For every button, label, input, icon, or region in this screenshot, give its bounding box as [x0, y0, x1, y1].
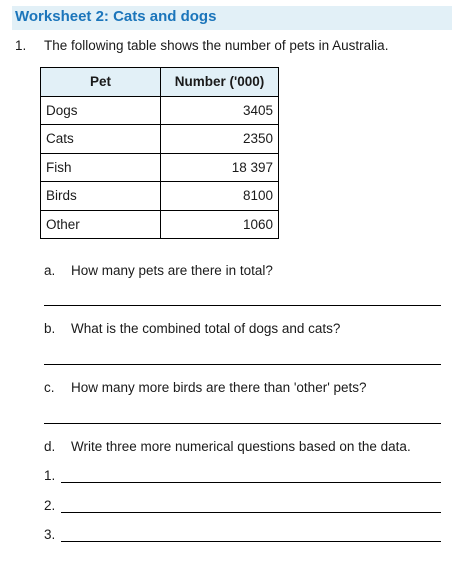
numbered-line-label-1: 1.: [44, 468, 56, 483]
numbered-answer-line-3[interactable]: [61, 541, 441, 542]
pet-number: 18 397: [161, 153, 279, 182]
subquestion-text-b: What is the combined total of dogs and cats?: [71, 321, 341, 336]
subquestion-letter-b: b.: [44, 321, 56, 336]
question-number: 1.: [15, 38, 27, 53]
answer-line-b[interactable]: [44, 364, 441, 365]
table-row: [41, 125, 279, 154]
subquestion-letter-c: c.: [44, 380, 55, 395]
subquestion-text-d: Write three more numerical questions based on the data.: [71, 439, 411, 454]
answer-line-c[interactable]: [44, 423, 441, 424]
pet-name: Cats: [41, 125, 161, 154]
numbered-line-label-3: 3.: [44, 527, 56, 542]
numbered-line-label-2: 2.: [44, 498, 56, 513]
table-row: [41, 182, 279, 211]
pet-number: 2350: [161, 125, 279, 154]
pet-name: Dogs: [41, 96, 161, 125]
answer-line-a[interactable]: [44, 305, 441, 306]
subquestion-letter-a: a.: [44, 263, 56, 278]
pet-number: 1060: [161, 210, 279, 239]
table-row: [41, 210, 279, 239]
header-number: Number ('000): [161, 68, 279, 97]
question-text: The following table shows the number of pets in Australia.: [44, 38, 389, 53]
numbered-answer-line-2[interactable]: [61, 512, 441, 513]
pet-number: 8100: [161, 182, 279, 211]
subquestion-letter-d: d.: [44, 439, 56, 454]
pet-name: Other: [41, 210, 161, 239]
pet-name: Birds: [41, 182, 161, 211]
subquestion-text-c: How many more birds are there than 'other' pets?: [71, 380, 367, 395]
numbered-answer-line-1[interactable]: [61, 482, 441, 483]
header-pet: Pet: [41, 68, 161, 97]
pets-table: [40, 67, 279, 239]
table-row: [41, 96, 279, 125]
worksheet-title: Worksheet 2: Cats and dogs: [15, 8, 217, 25]
pet-name: Fish: [41, 153, 161, 182]
title-band: [12, 6, 452, 30]
subquestion-text-a: How many pets are there in total?: [71, 263, 273, 278]
table-header-row: [41, 68, 279, 97]
table-row: [41, 153, 279, 182]
pet-number: 3405: [161, 96, 279, 125]
